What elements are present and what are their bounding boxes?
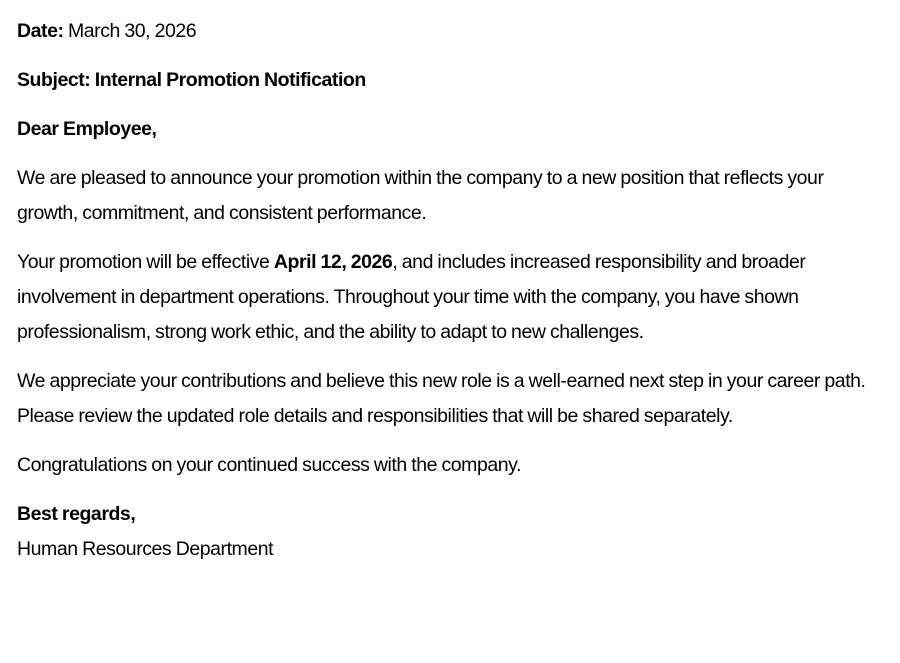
salutation: Dear Employee, — [17, 118, 157, 140]
paragraph-effective-date — [17, 245, 883, 350]
signature: Human Resources Department — [17, 538, 274, 560]
date-line — [17, 14, 883, 49]
paragraph-announcement: We are pleased to announce your promotion within the company to a new position that reflects your growth, commitment, and consistent performance. — [17, 167, 824, 224]
closing: Best regards, — [17, 503, 136, 525]
effective-date: April 12, 2026 — [273, 251, 393, 273]
subject-line — [17, 63, 883, 98]
paragraph-congratulations: Congratulations on your continued success with the company. — [17, 454, 521, 476]
effective-date-intro: Your promotion will be effective — [17, 251, 274, 273]
effective-date-details: , and includes increased responsibility and broader involvement in department operations. Throughout your time with the company, you have shown professionalism, strong work ethic, and the ability to adapt to new challenges. — [17, 251, 806, 343]
date-value: March 30, 2026 — [67, 20, 197, 42]
subject-value: Internal Promotion Notification — [94, 69, 366, 91]
date-label: Date: — [17, 20, 64, 42]
subject-label: Subject: — [17, 69, 91, 91]
paragraph-appreciation: We appreciate your contributions and believe this new role is a well-earned next step in your career path. Please review the updated role details and responsibilities that will be shared separately. — [17, 370, 866, 427]
